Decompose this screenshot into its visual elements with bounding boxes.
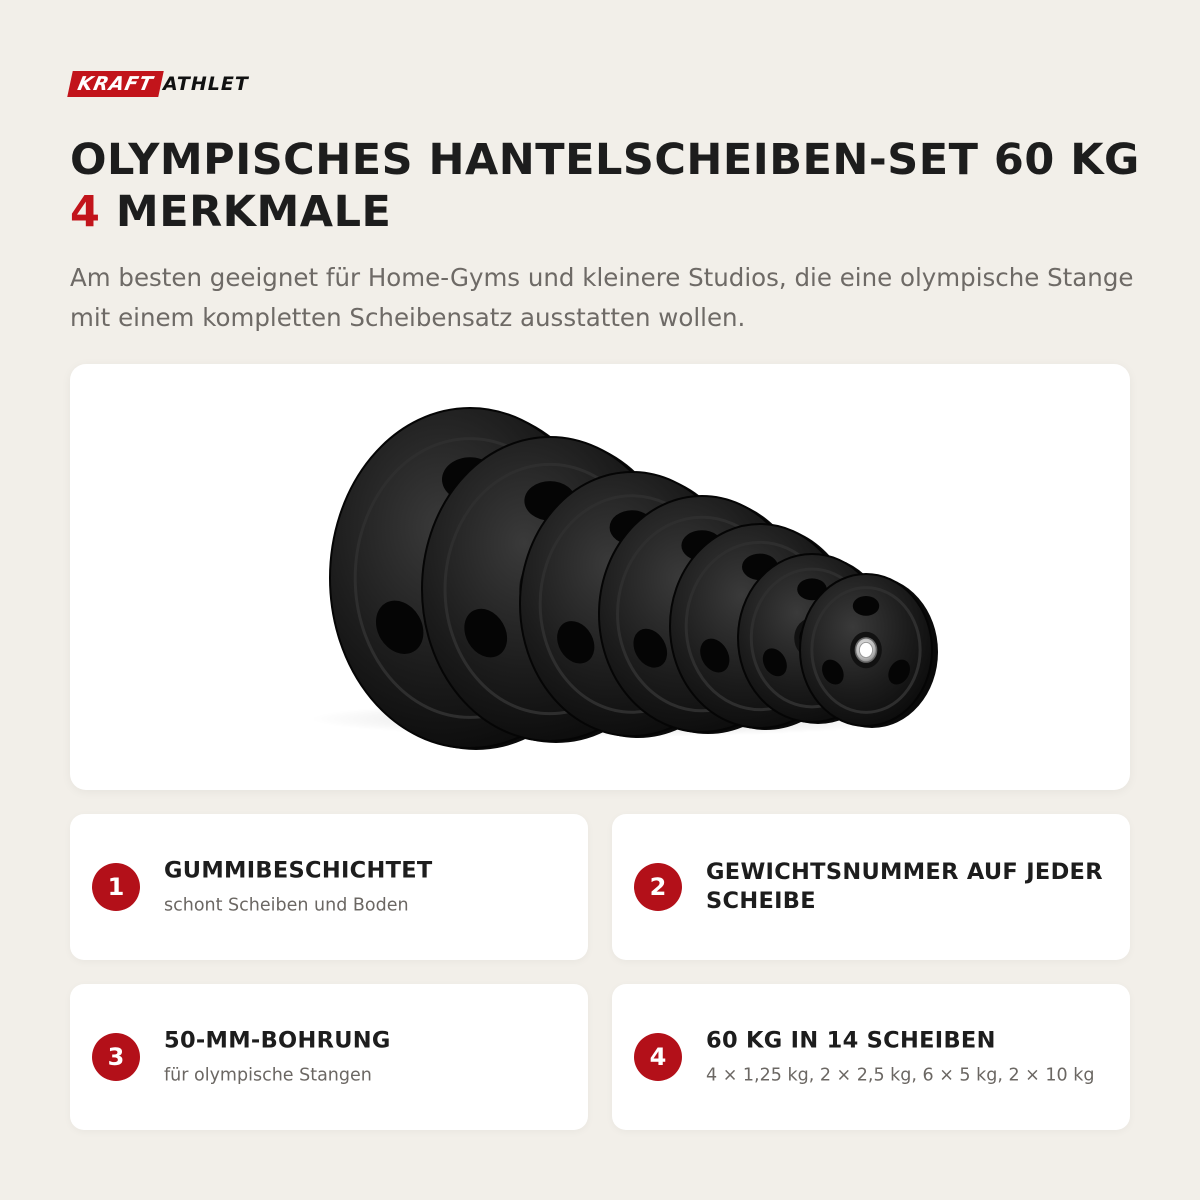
feature-card-1 [70, 814, 588, 960]
brand-logo-kraft: KRAFT [67, 71, 164, 97]
weight-plates-image [70, 364, 1130, 790]
feature-title: 50-MM-BOHRUNG [164, 1027, 391, 1054]
page-title-line2: MERKMALE [115, 187, 392, 237]
feature-title: GUMMIBESCHICHTET [164, 857, 433, 884]
feature-number-badge: 1 [92, 863, 140, 911]
page-title [70, 134, 1150, 238]
page-title-number: 4 [70, 187, 101, 237]
brand-logo [70, 70, 249, 98]
brand-logo-athlet: ATHLET [163, 73, 249, 95]
page-subtitle: Am besten geeignet für Home-Gyms und kleinere Studios, die eine olympische Stange mit einem kompletten Scheibensatz ausstatten wollen. [70, 263, 1134, 332]
feature-number-badge: 2 [634, 863, 682, 911]
feature-text [164, 1027, 568, 1088]
feature-title: 60 KG IN 14 SCHEIBEN [706, 1027, 996, 1054]
feature-card-2 [612, 814, 1130, 960]
weight-plate [800, 574, 938, 728]
feature-description: schont Scheiben und Boden [164, 895, 409, 916]
feature-number-badge: 3 [92, 1033, 140, 1081]
feature-text [706, 858, 1110, 916]
feature-card-4 [612, 984, 1130, 1130]
feature-text [706, 1027, 1110, 1088]
feature-number-badge: 4 [634, 1033, 682, 1081]
feature-title: GEWICHTSNUMMER AUF JEDER SCHEIBE [706, 859, 1103, 914]
feature-text [164, 857, 568, 918]
feature-description: für olympische Stangen [164, 1065, 372, 1086]
feature-card-3 [70, 984, 588, 1130]
product-image-card [70, 364, 1130, 790]
feature-description: 4 × 1,25 kg, 2 × 2,5 kg, 6 × 5 kg, 2 × 10 kg [706, 1065, 1095, 1086]
page-title-line1: OLYMPISCHES HANTELSCHEIBEN-SET 60 KG [70, 135, 1140, 185]
